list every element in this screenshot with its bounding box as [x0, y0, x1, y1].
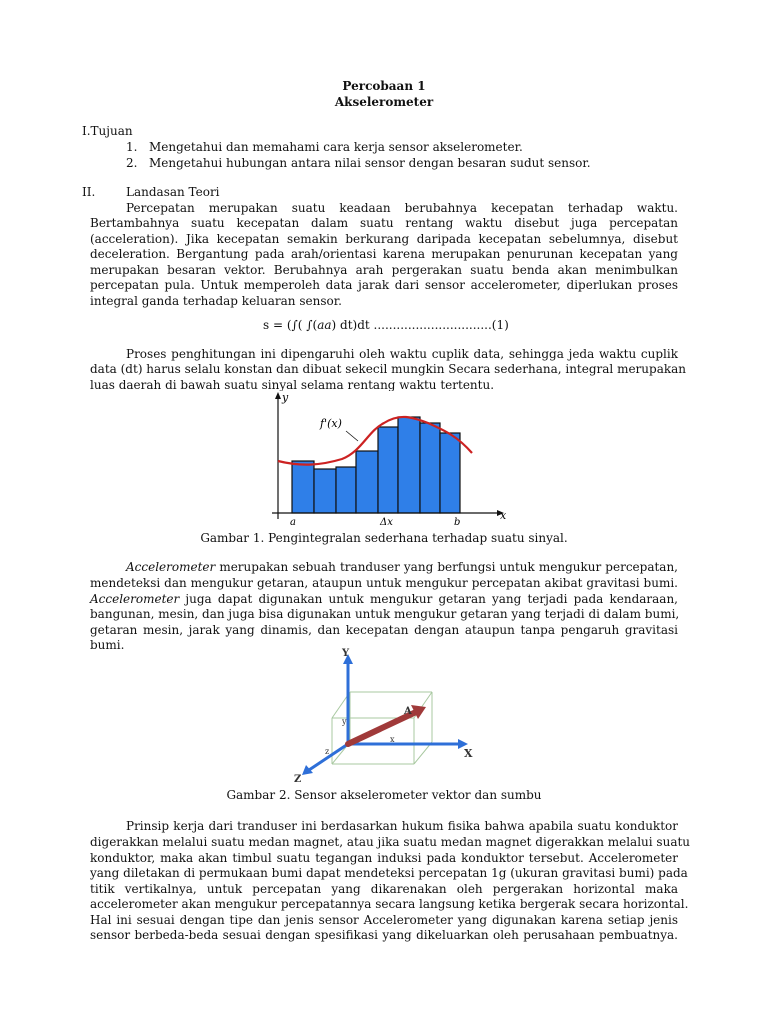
document-subtitle: Akselerometer	[334, 95, 434, 109]
paragraph-line: getaran mesin, jarak yang dinamis, dan kecepatan dengan ataupun tanpa pengaruh gravitasi	[90, 622, 678, 637]
label-a: a	[290, 517, 296, 528]
paragraph-line: bangunan, mesin, dan juga bisa digunakan untuk mengukur getaran yang terjadi di dalam bumi,	[90, 607, 680, 621]
paragraph-line: integral ganda terhadap keluaran sensor.	[90, 293, 342, 308]
label-dx: Δx	[380, 517, 393, 528]
paragraph-line: yang diletakan di permukaan bumi dapat mendeteksi percepatan 1g (ukuran gravitasi bumi) pada	[90, 866, 688, 880]
landasan-paragraph-3	[126, 560, 678, 576]
label-x-component: x	[390, 735, 395, 744]
riemann-bar	[356, 451, 378, 513]
label-fx: f'(x)	[320, 417, 342, 430]
riemann-bar	[420, 423, 440, 513]
paragraph-line: accelerometer akan mengukur percepatannya secara langsung ketika bergerak secara horizontal.	[90, 897, 689, 911]
paragraph-line: percepatan pula. Untuk memperoleh data jarak dari sensor accelerometer, diperlukan proses	[90, 278, 678, 292]
label-A-vector: A	[404, 706, 412, 717]
label-z-component: z	[325, 747, 330, 756]
section-tujuan-heading: I.Tujuan	[82, 124, 133, 138]
riemann-bar	[314, 469, 336, 513]
formula-rhs: ) dt)dt ...............................(1)	[331, 318, 509, 332]
landasan-paragraph-1	[126, 201, 678, 217]
paragraph-line: mendeteksi dan mengukur getaran, ataupun untuk mengukur percepatan akibat gravitasi bumi.	[90, 576, 678, 590]
paragraph-line: Accelerometer merupakan sebuah tranduser yang berfungsi untuk mengukur percepatan,	[126, 560, 678, 574]
landasan-paragraph-2-cont	[90, 362, 687, 393]
figure-2-accelerometer-vector	[292, 646, 480, 784]
label-Y-axis: Y	[342, 648, 350, 659]
tujuan-item-2: Mengetahui hubungan antara nilai sensor dengan besaran sudut sensor.	[149, 156, 591, 170]
landasan-paragraph-4-cont	[90, 835, 691, 944]
formula-1	[263, 318, 509, 334]
document-title: Percobaan 1	[342, 79, 426, 93]
paragraph-line: konduktor, maka akan timbul suatu tegangan induksi pada konduktor tersebut. Accelerometer	[90, 850, 678, 865]
tujuan-item-2-num: 2.	[126, 156, 138, 170]
riemann-bar	[440, 433, 460, 513]
paragraph-line: Proses penghitungan ini dipengaruhi oleh waktu cuplik data, sehingga jeda waktu cuplik	[126, 347, 678, 361]
paragraph-line: Accelerometer juga dapat digunakan untuk mengukur getaran yang terjadi pada kendaraan,	[90, 591, 678, 606]
riemann-bar	[378, 427, 398, 513]
label-y-component: y	[342, 717, 347, 726]
paragraph-line: Prinsip kerja dari tranduser ini berdasarkan hukum fisika bahwa apabila suatu konduktor	[126, 819, 678, 833]
paragraph-line: bumi.	[90, 638, 125, 652]
label-Z-axis: Z	[294, 774, 302, 784]
label-y-axis: y	[282, 391, 289, 404]
paragraph-line: Percepatan merupakan suatu keadaan berubahnya kecepatan terhadap waktu.	[126, 201, 678, 215]
paragraph-line: titik vertikalnya, untuk percepatan yang dikarenakan oleh pergerakan horizontal maka	[90, 881, 678, 896]
riemann-bar	[336, 467, 356, 513]
paragraph-line: Hal ini sesuai dengan tipe dan jenis sensor Accelerometer yang digunakan karena setiap jenis	[90, 912, 678, 927]
figure-1-integral-plot	[262, 391, 508, 529]
figure-1-caption: Gambar 1. Pengintegralan sederhana terhadap suatu sinyal.	[200, 531, 568, 545]
riemann-bar	[292, 461, 314, 513]
section-landasan-number: II.	[82, 185, 96, 199]
paragraph-line: data (dt) harus selalu konstan dan dibuat sekecil mungkin Secara sederhana, integral merupakan	[90, 362, 687, 376]
figure-2-caption: Gambar 2. Sensor akselerometer vektor dan sumbu	[226, 788, 542, 802]
tujuan-item-1-num: 1.	[126, 140, 138, 154]
paragraph-line: Bertambahnya suatu kecepatan dalam suatu rentang waktu disebut juga percepatan	[90, 216, 678, 230]
paragraph-line: sensor berbeda-beda sesuai dengan spesifikasi yang dikeluarkan oleh perusahaan pembuatnya.	[90, 928, 678, 942]
paragraph-line: (acceleration). Jika kecepatan semakin berkurang daripada kecepatan sebelumnya, disebut	[90, 231, 678, 246]
paragraph-line: deceleration. Bergantung pada arah/orientasi karena merupakan penurunan kecepatan yang	[90, 247, 678, 261]
section-landasan-heading: Landasan Teori	[126, 185, 220, 199]
label-b: b	[454, 517, 461, 528]
landasan-paragraph-3-cont	[90, 576, 678, 654]
formula-lhs: s = (∫( ∫(	[263, 318, 318, 332]
landasan-paragraph-2	[126, 347, 678, 363]
label-x-axis: x	[500, 509, 507, 522]
paragraph-line: digerakkan melalui suatu medan magnet, atau jika suatu medan magnet digerakkan melalui suatu	[90, 835, 691, 849]
formula-variable: aa	[317, 318, 332, 332]
paragraph-line: luas daerah di bawah suatu sinyal selama rentang waktu tertentu.	[90, 377, 495, 392]
landasan-paragraph-4	[126, 819, 678, 835]
landasan-paragraph-1-cont	[90, 216, 678, 309]
tujuan-item-1: Mengetahui dan memahami cara kerja sensor akselerometer.	[149, 140, 523, 154]
riemann-bar	[398, 417, 420, 513]
label-X-axis: X	[464, 747, 473, 760]
paragraph-line: merupakan besaran vektor. Berubahnya arah pergerakan suatu benda akan menimbulkan	[90, 262, 678, 277]
